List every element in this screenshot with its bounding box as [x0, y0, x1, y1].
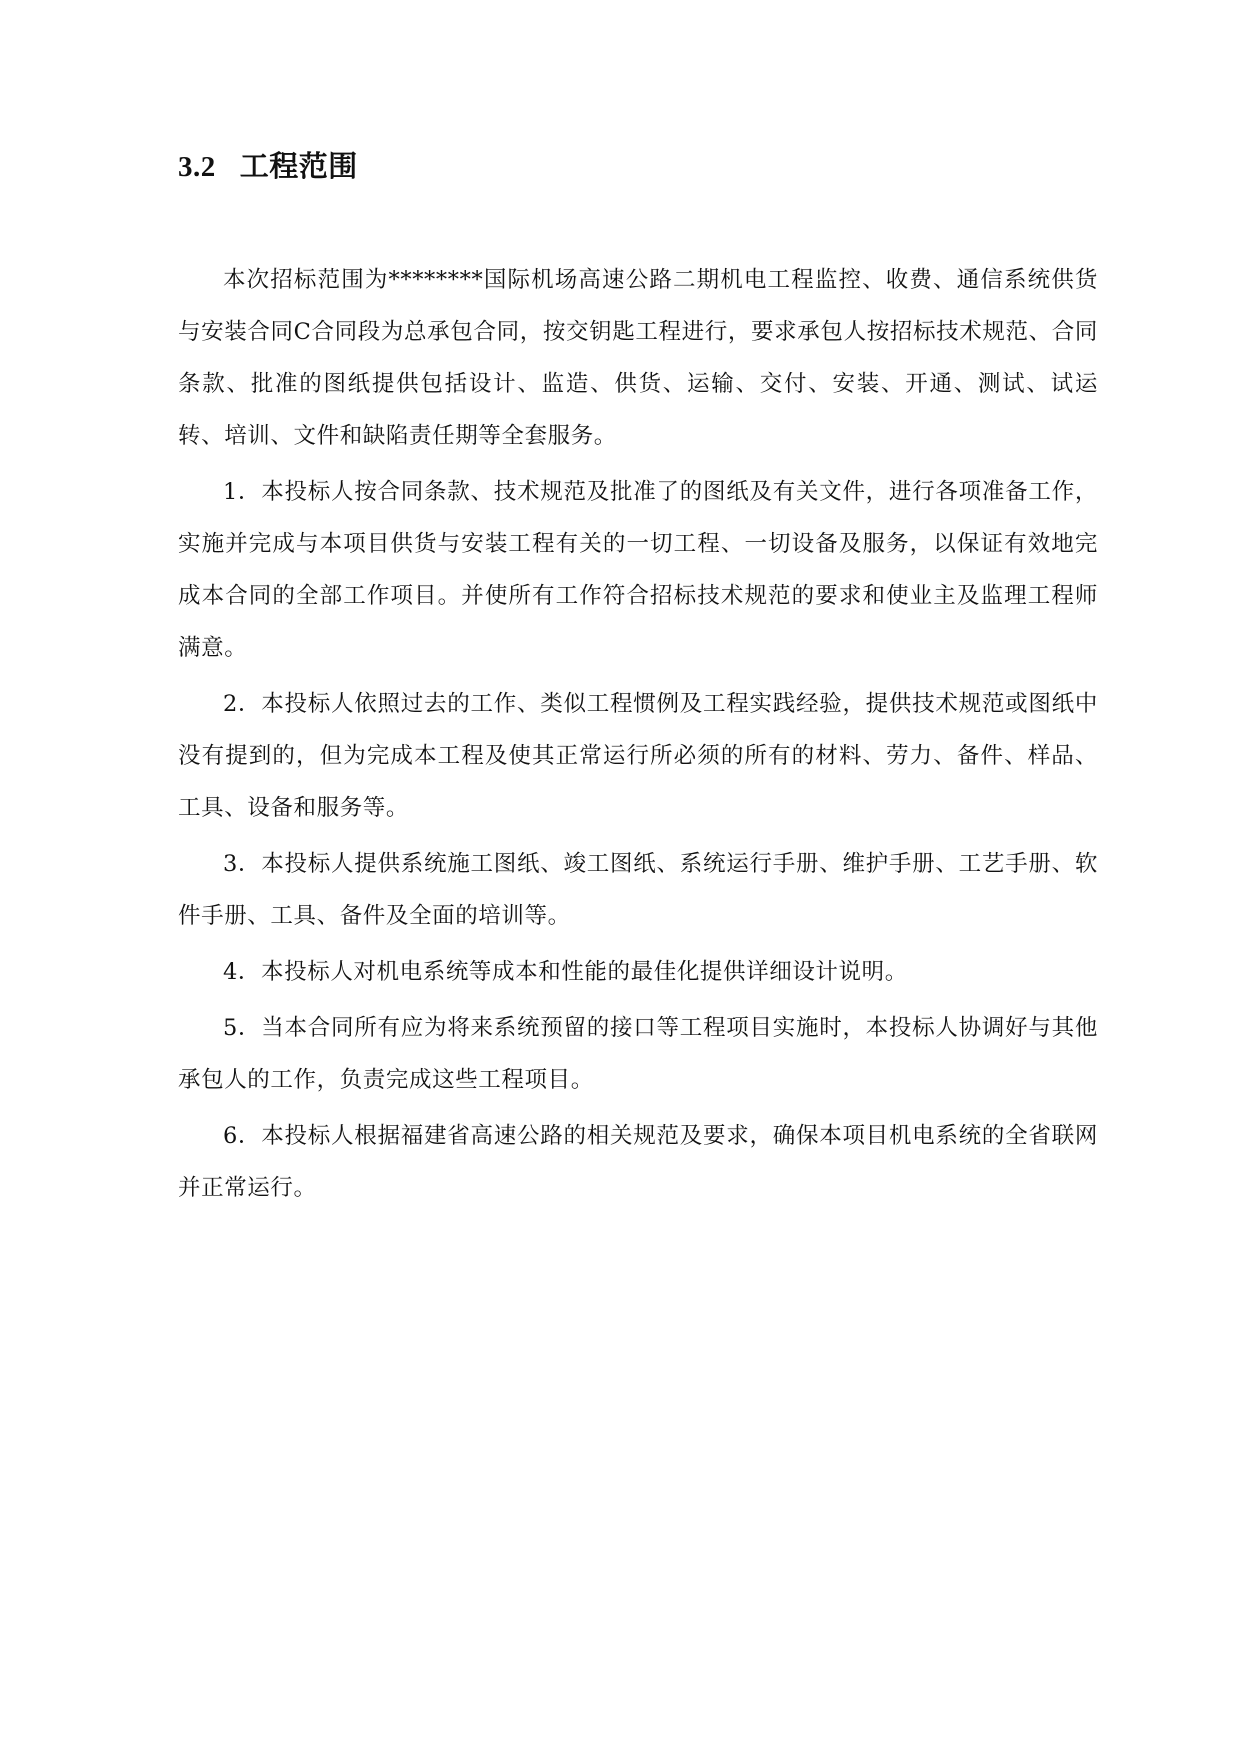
- scope-item-2: 2．本投标人依照过去的工作、类似工程惯例及工程实践经验，提供技术规范或图纸中没有提到的，但为完成本工程及使其正常运行所必须的所有的材料、劳力、备件、样品、工具、设备和服务等。: [178, 691, 1098, 821]
- section-heading: [178, 146, 358, 187]
- scope-item-6: 6．本投标人根据福建省高速公路的相关规范及要求，确保本项目机电系统的全省联网并正常运行。: [178, 1123, 1098, 1201]
- section-body: [178, 254, 1098, 1214]
- scope-item-1: 1．本投标人按合同条款、技术规范及批准了的图纸及有关文件，进行各项准备工作，实施并完成与本项目供货与安装工程有关的一切工程、一切设备及服务，以保证有效地完成本合同的全部工作项目。并使所有工作符合招标技术规范的要求和使业主及监理工程师满意。: [178, 479, 1098, 661]
- section-title: 工程范围: [239, 149, 358, 183]
- scope-item-3: 3．本投标人提供系统施工图纸、竣工图纸、系统运行手册、维护手册、工艺手册、软件手册、工具、备件及全面的培训等。: [178, 851, 1098, 929]
- scope-item-5: 5．当本合同所有应为将来系统预留的接口等工程项目实施时，本投标人协调好与其他承包人的工作，负责完成这些工程项目。: [178, 1015, 1098, 1093]
- scope-intro-paragraph: 本次招标范围为********国际机场高速公路二期机电工程监控、收费、通信系统供货与安装合同C合同段为总承包合同，按交钥匙工程进行，要求承包人按招标技术规范、合同条款、批准的图纸提供包括设计、监造、供货、运输、交付、安装、开通、测试、试运转、培训、文件和缺陷责任期等全套服务。: [178, 267, 1098, 449]
- scope-item-4: 4．本投标人对机电系统等成本和性能的最佳化提供详细设计说明。: [223, 959, 908, 985]
- section-number: 3.2: [178, 151, 216, 183]
